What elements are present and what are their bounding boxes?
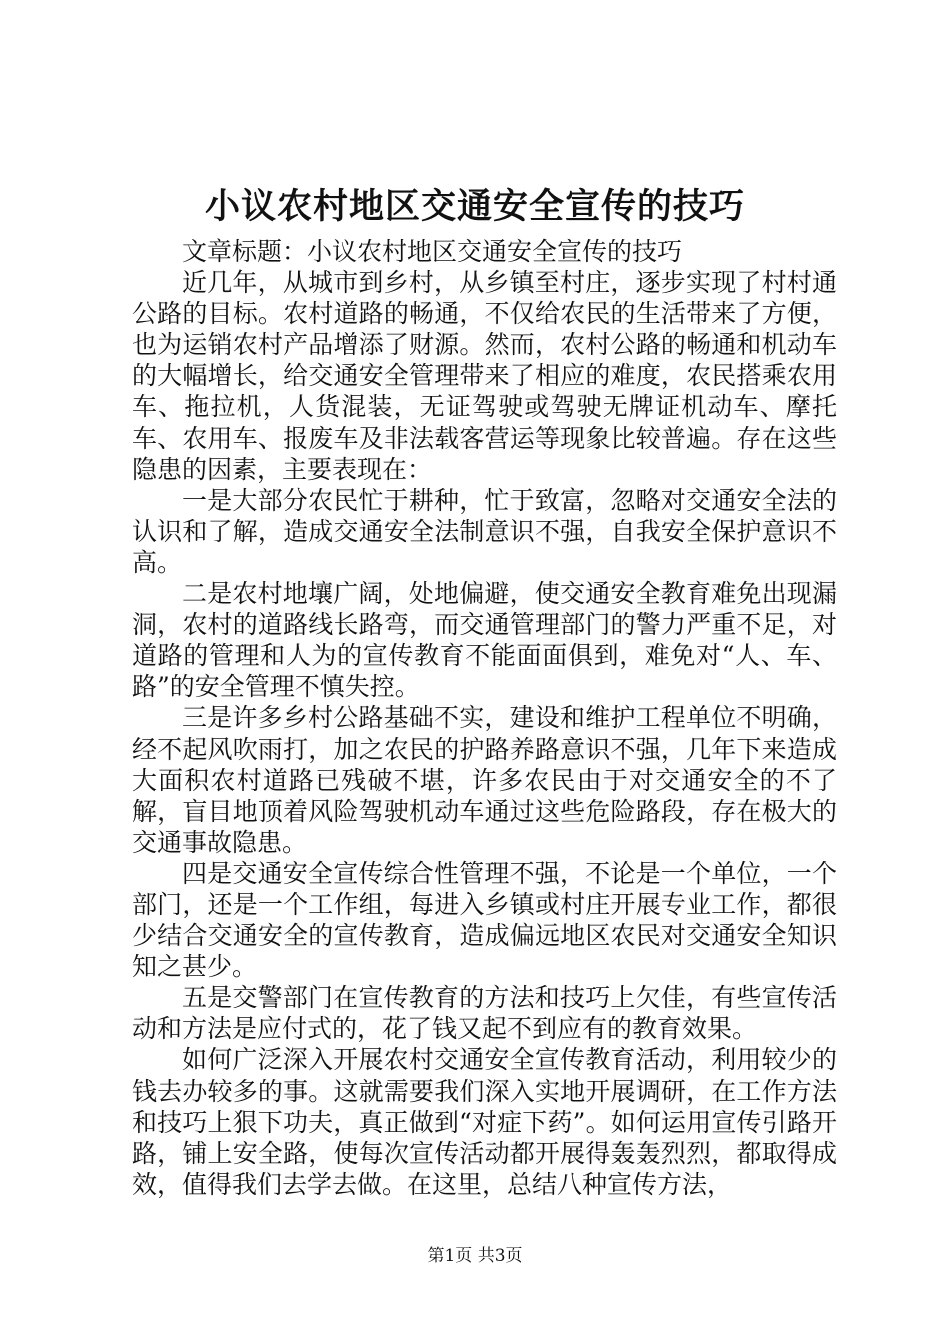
page-number-footer: 第1页 共3页 <box>427 1246 523 1266</box>
paragraph-point-three: 三是许多乡村公路基础不实，建设和维护工程单位不明确，经不起风吹雨打，加之农民的护路养路意识不强，几年下来造成大面积农村道路已残破不堪，许多农民由于对交通安全的不了解，盲目地顶着风险驾驶机动车通过这些危险路段，存在极大的交通事故隐患。 <box>132 703 837 857</box>
paragraph-methods-intro: 如何广泛深入开展农村交通安全宣传教育活动，利用较少的钱去办较多的事。这就需要我们深入实地开展调研，在工作方法和技巧上狠下功夫，真正做到“对症下药”。如何运用宣传引路开路，铺上安全路，使每次宣传活动都开展得轰轰烈烈，都取得成效，值得我们去学去做。在这里，总结八种宣传方法， <box>132 1045 837 1199</box>
paragraph-article-title: 文章标题：小议农村地区交通安全宣传的技巧 <box>182 237 683 266</box>
document-body <box>132 236 837 1200</box>
paragraph-point-five: 五是交警部门在宣传教育的方法和技巧上欠佳，有些宣传活动和方法是应付式的，花了钱又起不到应有的教育效果。 <box>132 983 837 1044</box>
document-title: 小议农村地区交通安全宣传的技巧 <box>204 186 745 227</box>
paragraph-point-four: 四是交通安全宣传综合性管理不强，不论是一个单位，一个部门，还是一个工作组，每进入乡镇或村庄开展专业工作，都很少结合交通安全的宣传教育，造成偏远地区农民对交通安全知识知之甚少。 <box>132 858 837 982</box>
paragraph-point-one: 一是大部分农民忙于耕种，忙于致富，忽略对交通安全法的认识和了解，造成交通安全法制意识不强，自我安全保护意识不高。 <box>132 485 837 577</box>
paragraph-intro: 近几年，从城市到乡村，从乡镇至村庄，逐步实现了村村通公路的目标。农村道路的畅通，不仅给农民的生活带来了方便，也为运销农村产品增添了财源。然而，农村公路的畅通和机动车的大幅增长，给交通安全管理带来了相应的难度，农民搭乘农用车、拖拉机，人货混装，无证驾驶或驾驶无牌证机动车、摩托车、农用车、报废车及非法载客营运等现象比较普遍。存在这些隐患的因素，主要表现在： <box>132 268 837 484</box>
paragraph-point-two: 二是农村地壤广阔，处地偏避，使交通安全教育难免出现漏洞，农村的道路线长路弯，而交通管理部门的警力严重不足，对道路的管理和人为的宣传教育不能面面俱到，难免对“人、车、路”的安全管理不慎失控。 <box>132 579 837 702</box>
